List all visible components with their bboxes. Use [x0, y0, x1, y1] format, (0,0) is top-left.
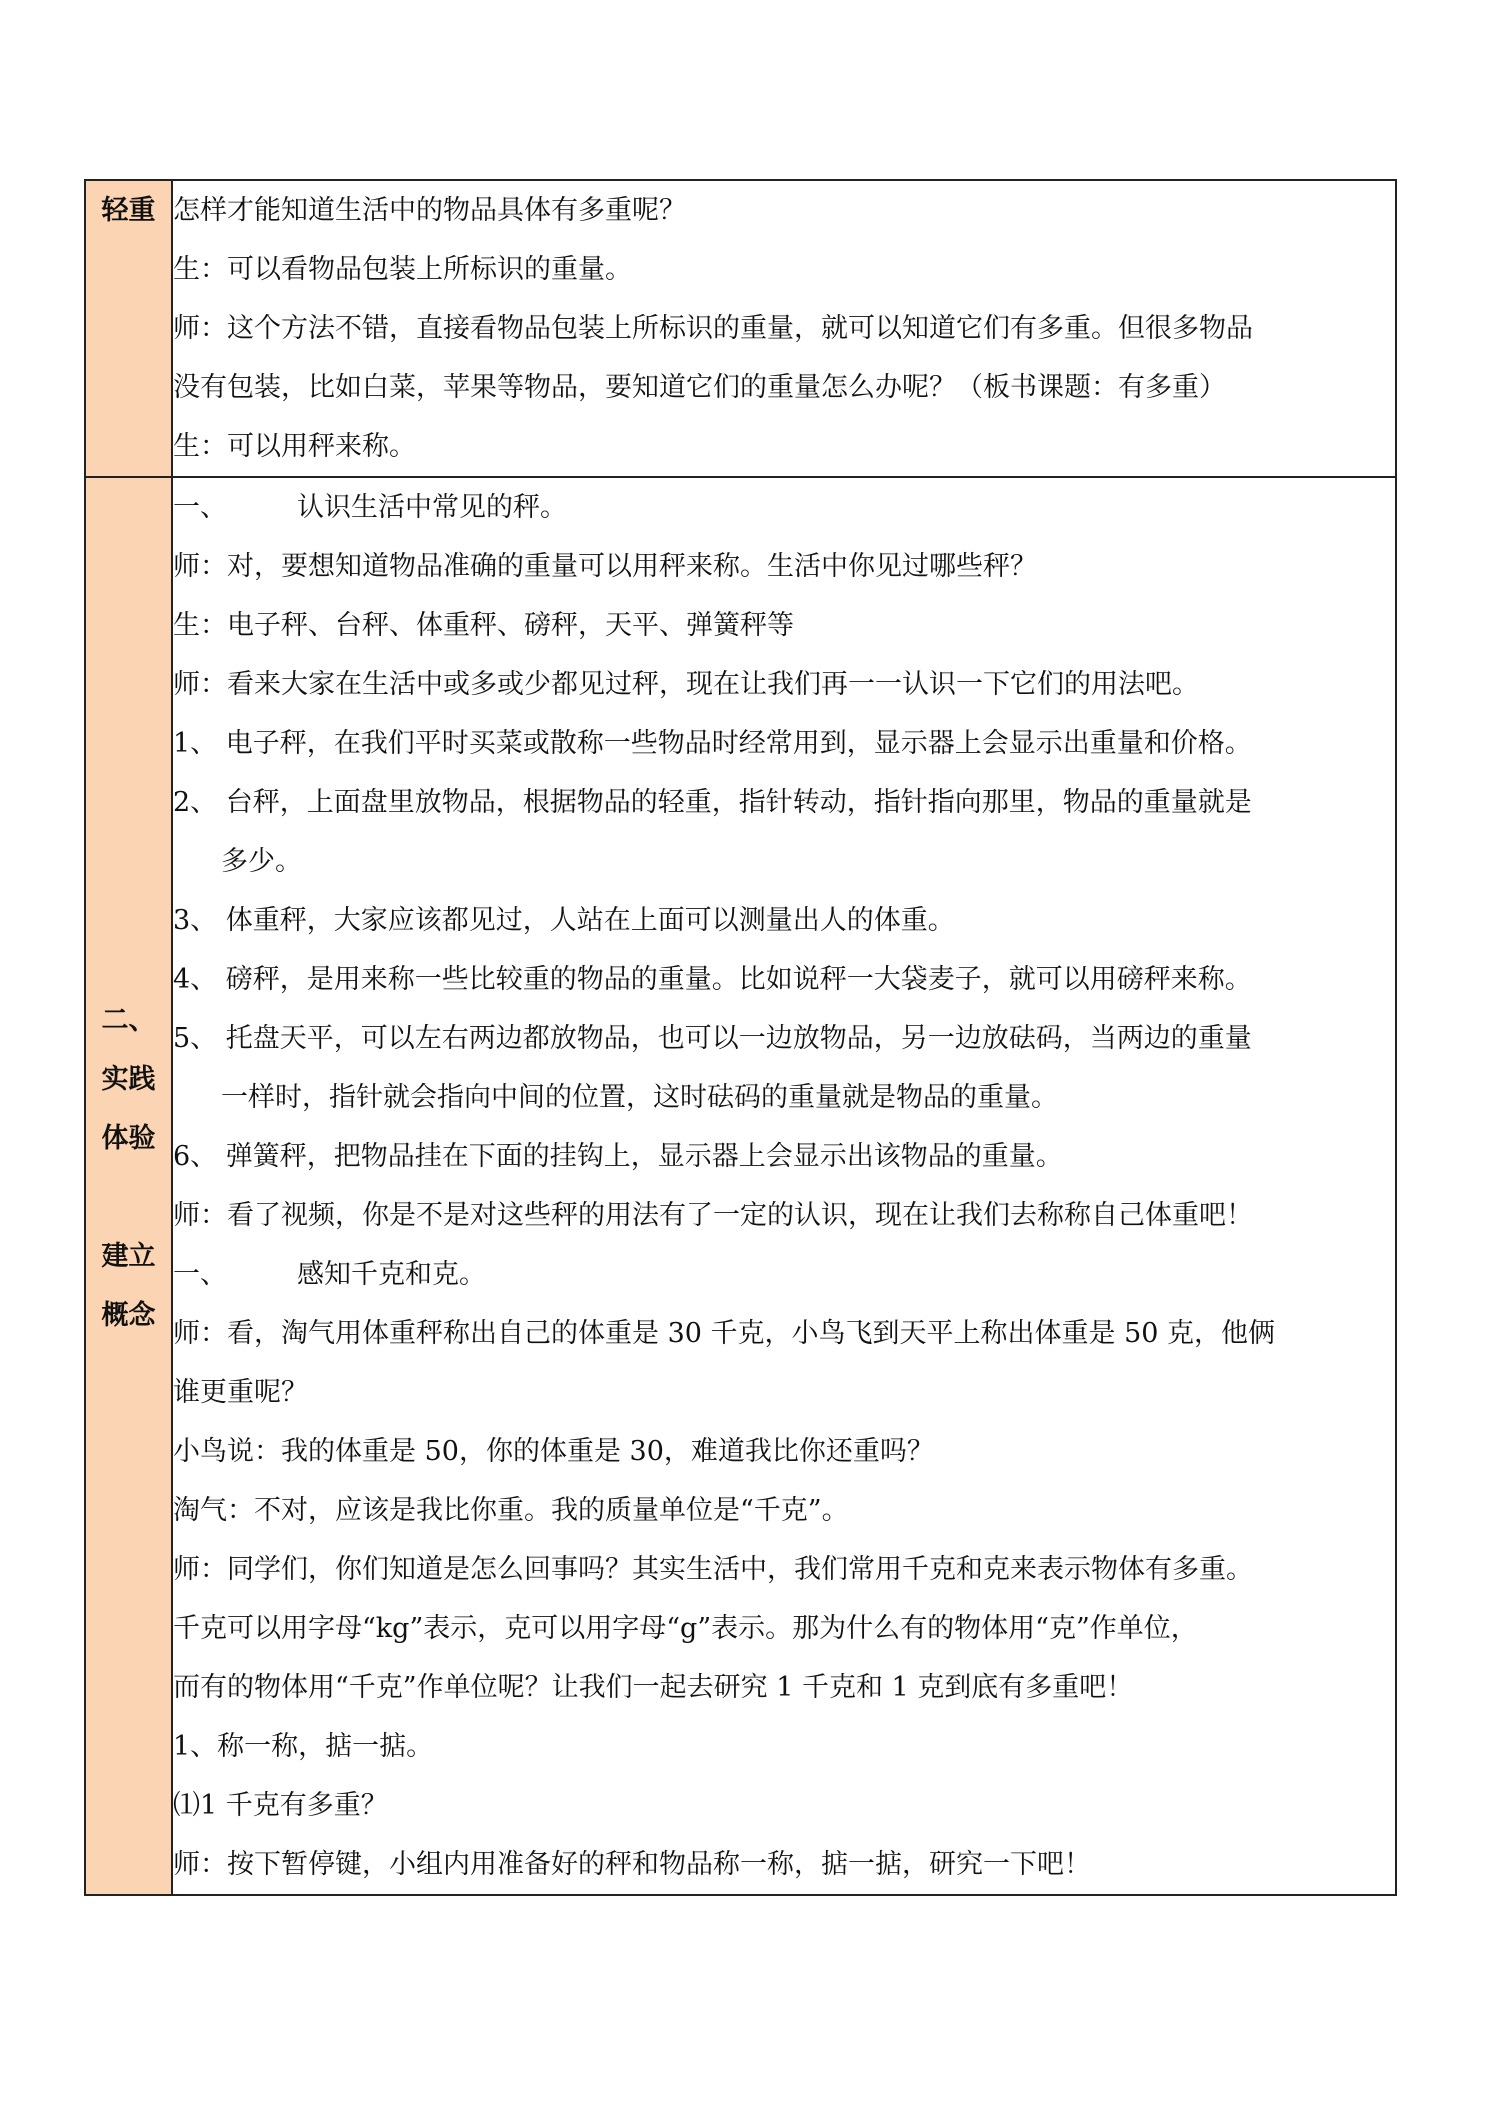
text-line: 生：可以看物品包装上所标识的重量。 — [173, 254, 632, 285]
row-label: 二、 — [101, 1005, 156, 1036]
list-item: 6、 弹簧秤，把物品挂在下面的挂钩上，显示器上会显示出该物品的重量。 — [173, 1141, 1063, 1172]
text-line: 师：看来大家在生活中或多或少都见过秤，现在让我们再一一认识一下它们的用法吧。 — [173, 669, 1199, 700]
section-number: 一、 — [173, 492, 227, 523]
text-line: 千克可以用字母“kg”表示，克可以用字母“g”表示。那为什么有的物体用“克”作单位， — [173, 1613, 1198, 1644]
row-label: 实践 — [101, 1064, 156, 1095]
text-line: 而有的物体用“千克”作单位呢？让我们一起去研究 1 千克和 1 克到底有多重吧！ — [173, 1672, 1134, 1703]
row-label — [86, 1168, 171, 1227]
list-item: 3、 体重秤，大家应该都见过，人站在上面可以测量出人的体重。 — [173, 905, 955, 936]
row-label: 概念 — [101, 1300, 156, 1331]
text-line: ⑴1 千克有多重？ — [173, 1790, 388, 1821]
text-line: 谁更重呢？ — [173, 1377, 308, 1408]
text-line: 师：同学们，你们知道是怎么回事吗？其实生活中，我们常用千克和克来表示物体有多重。 — [173, 1554, 1253, 1585]
row-content-cell — [172, 180, 1396, 477]
table-row — [85, 180, 1396, 477]
text-line: 1、称一称，掂一掂。 — [173, 1731, 434, 1762]
text-line: 怎样才能知道生活中的物品具体有多重呢？ — [173, 195, 686, 226]
list-item-continuation: 多少。 — [221, 846, 302, 877]
list-item: 2、 台秤，上面盘里放物品，根据物品的轻重，指针转动，指针指向那里，物品的重量就是 — [173, 787, 1252, 818]
section-heading — [173, 478, 1395, 537]
row-label: 建立 — [101, 1241, 156, 1272]
row-label-cell — [85, 180, 172, 477]
text-line: 师：这个方法不错，直接看物品包装上所标识的重量，就可以知道它们有多重。但很多物品 — [173, 313, 1253, 344]
lesson-plan-table — [84, 179, 1397, 1896]
section-title: 认识生活中常见的秤。 — [297, 492, 567, 523]
text-line: 师：对，要想知道物品准确的重量可以用秤来称。生活中你见过哪些秤？ — [173, 551, 1037, 582]
list-item: 4、 磅秤，是用来称一些比较重的物品的重量。比如说秤一大袋麦子，就可以用磅秤来称。 — [173, 964, 1252, 995]
text-line: 师：按下暂停键，小组内用准备好的秤和物品称一称，掂一掂，研究一下吧！ — [173, 1849, 1091, 1880]
section-heading — [173, 1245, 1395, 1304]
section-number: 一、 — [173, 1259, 227, 1290]
text-line: 生：电子秤、台秤、体重秤、磅秤，天平、弹簧秤等 — [173, 610, 794, 641]
text-line: 没有包装，比如白菜，苹果等物品，要知道它们的重量怎么办呢？（板书课题：有多重） — [173, 372, 1226, 403]
row-label-cell — [85, 477, 172, 1895]
text-line: 小鸟说：我的体重是 50，你的体重是 30，难道我比你还重吗？ — [173, 1436, 934, 1467]
text-line: 师：看了视频，你是不是对这些秤的用法有了一定的认识，现在让我们去称称自己体重吧！ — [173, 1200, 1253, 1231]
row-label: 轻重 — [101, 195, 156, 226]
table-row — [85, 477, 1396, 1895]
text-line: 师：看，淘气用体重秤称出自己的体重是 30 千克，小鸟飞到天平上称出体重是 50 克，他俩 — [173, 1318, 1276, 1349]
row-label: 体验 — [101, 1123, 156, 1154]
row-content-cell — [172, 477, 1396, 1895]
text-line: 淘气：不对，应该是我比你重。我的质量单位是“千克”。 — [173, 1495, 849, 1526]
text-line: 生：可以用秤来称。 — [173, 431, 416, 462]
list-item-continuation: 一样时，指针就会指向中间的位置，这时砝码的重量就是物品的重量。 — [221, 1082, 1058, 1113]
list-item: 5、 托盘天平，可以左右两边都放物品，也可以一边放物品，另一边放砝码，当两边的重量 — [173, 1023, 1252, 1054]
section-title: 感知千克和克。 — [297, 1259, 486, 1290]
list-item: 1、 电子秤，在我们平时买菜或散称一些物品时经常用到，显示器上会显示出重量和价格。 — [173, 728, 1252, 759]
